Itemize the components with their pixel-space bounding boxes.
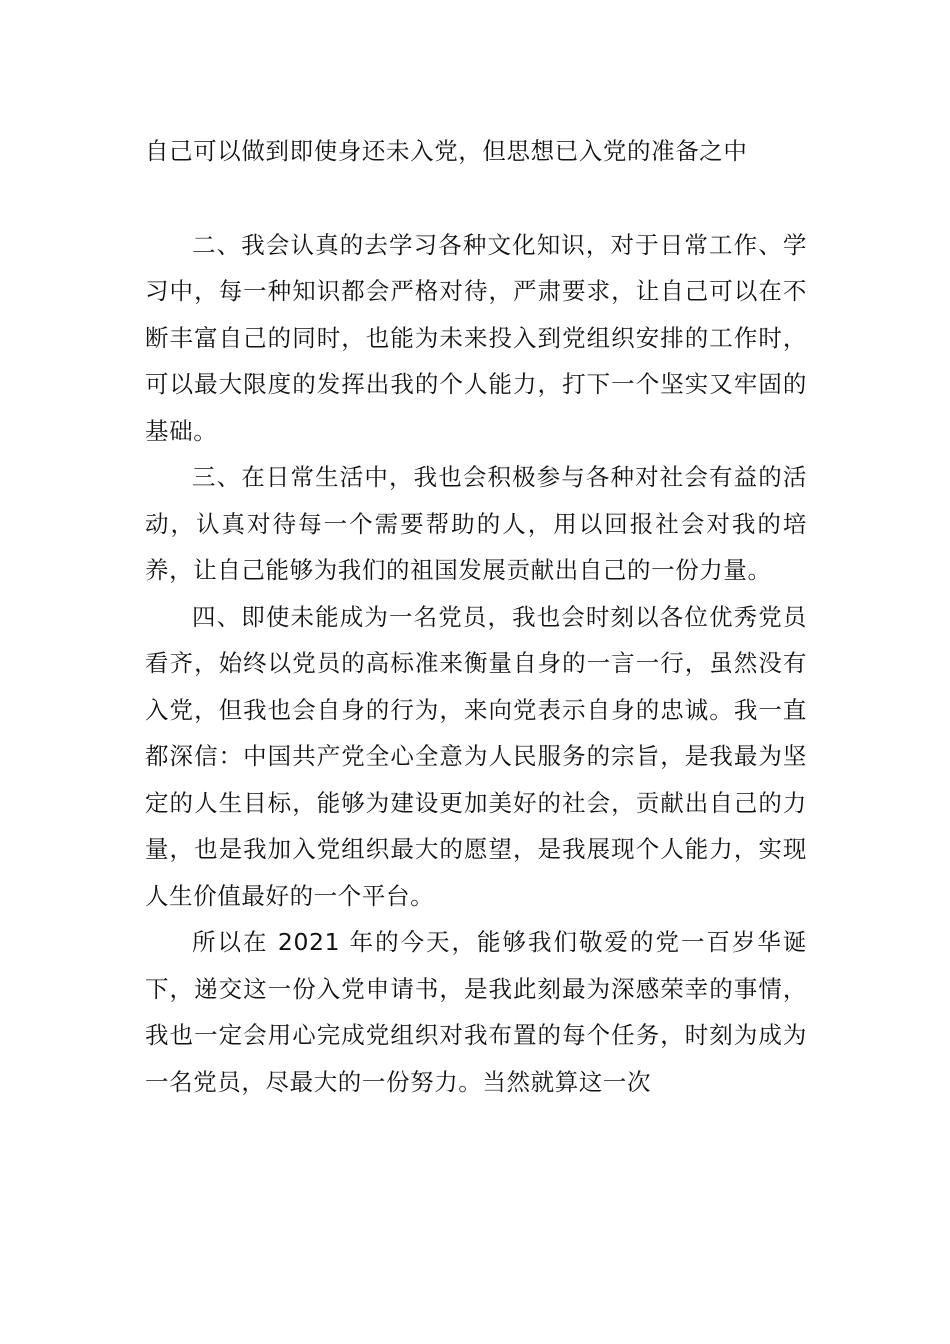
paragraph-closing: 所以在 2021 年的今天，能够我们敬爱的党一百岁华诞下，递交这一份入党申请书，是我此刻最为深感荣幸的事情，我也一定会用心完成党组织对我布置的每个任务，时刻为成为一名党员，尽最大的一份努力。当然就算这一次 [145, 928, 807, 1096]
paragraph-continuation: 自己可以做到即使身还未入党，但思想已入党的准备之中 [145, 137, 748, 165]
paragraph-point-two: 二、我会认真的去学习各种文化知识，对于日常工作、学习中，每一种知识都会严格对待，严肃要求，让自己可以在不断丰富自己的同时，也能为未来投入到党组织安排的工作时，可以最大限度的发挥出我的个人能力，打下一个坚实又牢固的基础。 [145, 230, 807, 445]
paragraph-point-four: 四、即使未能成为一名党员，我也会时刻以各位优秀党员看齐，始终以党员的高标准来衡量自身的一言一行，虽然没有入党，但我也会自身的行为，来向党表示自身的忠诚。我一直都深信：中国共产党全心全意为人民服务的宗旨，是我最为坚定的人生目标，能够为建设更加美好的社会，贡献出自己的力量，也是我加入党组织最大的愿望，是我展现个人能力，实现人生价值最好的一个平台。 [145, 602, 807, 910]
paragraph-point-three: 三、在日常生活中，我也会积极参与各种对社会有益的活动，认真对待每一个需要帮助的人，用以回报社会对我的培养，让自己能够为我们的祖国发展贡献出自己的一份力量。 [145, 463, 807, 584]
document-body [145, 128, 807, 1105]
